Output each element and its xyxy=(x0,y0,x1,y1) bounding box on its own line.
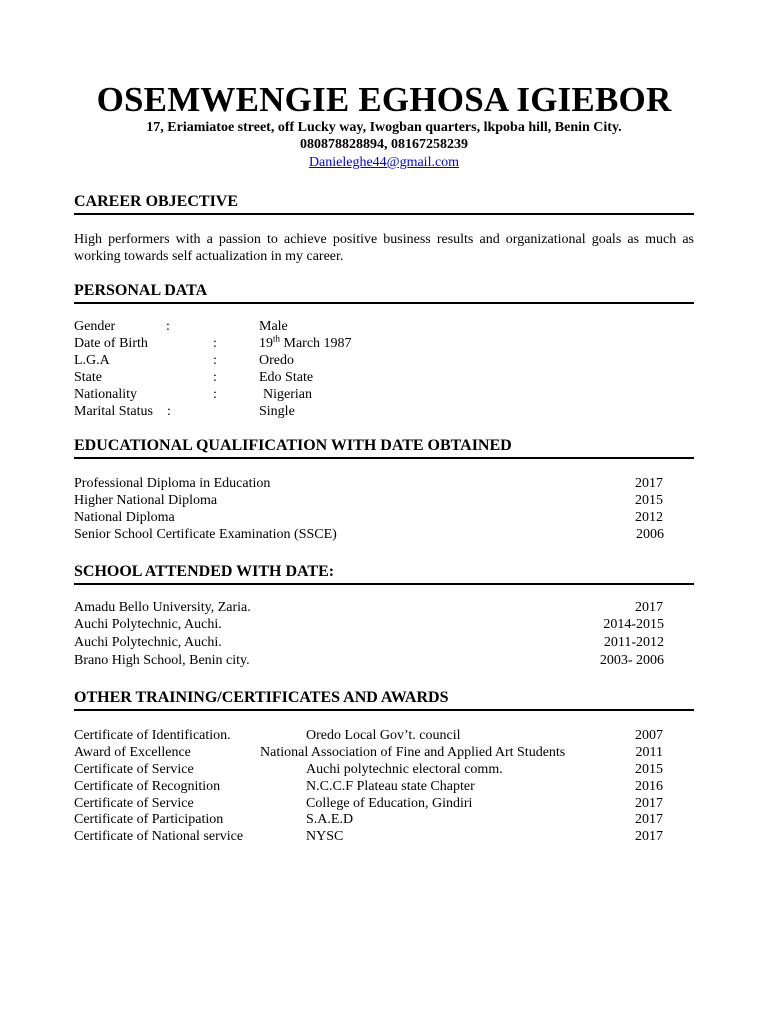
school-name: Auchi Polytechnic, Auchi. xyxy=(74,617,222,632)
training-row xyxy=(74,811,694,828)
personal-row xyxy=(74,335,694,352)
qualification-year: 2012 xyxy=(635,510,663,525)
school-years: 2017 xyxy=(635,600,663,615)
school-row xyxy=(74,634,694,651)
dob-rest: March 1987 xyxy=(280,336,352,351)
personal-row xyxy=(74,369,694,386)
personal-label: L.G.A xyxy=(74,353,110,368)
certificate-name: Certificate of Service xyxy=(74,762,194,777)
qualification-name: Senior School Certificate Examination (SSCE) xyxy=(74,527,337,542)
training-row xyxy=(74,795,694,812)
personal-row xyxy=(74,318,694,335)
certificate-issuer: NYSC xyxy=(306,829,344,844)
personal-row xyxy=(74,386,694,403)
certificate-name: Certificate of National service xyxy=(74,829,244,844)
certificate-year: 2015 xyxy=(635,762,663,777)
certificate-issuer: National Association of Fine and Applied Art Students xyxy=(260,745,566,760)
certificate-issuer: Oredo Local Gov’t. council xyxy=(306,728,461,743)
personal-value: Single xyxy=(259,404,295,419)
certificate-issuer: N.C.C.F Plateau state Chapter xyxy=(306,779,475,794)
education-row xyxy=(74,526,694,543)
certificate-name: Certificate of Identification. xyxy=(74,728,231,743)
training-row xyxy=(74,727,694,744)
qualification-year: 2017 xyxy=(635,476,663,491)
school-years: 2011-2012 xyxy=(603,635,664,650)
personal-value: Oredo xyxy=(259,353,294,368)
dob-suffix: th xyxy=(273,333,281,344)
qualification-year: 2006 xyxy=(636,527,664,542)
education-row xyxy=(74,509,694,526)
training-row xyxy=(74,778,694,795)
education-heading: EDUCATIONAL QUALIFICATION WITH DATE OBTAINED xyxy=(74,436,694,459)
personal-data-heading: PERSONAL DATA xyxy=(74,281,694,304)
certificate-name: Certificate of Recognition xyxy=(74,779,221,794)
phone-numbers: 080878828894, 08167258239 xyxy=(300,137,468,152)
qualification-name: Higher National Diploma xyxy=(74,493,218,508)
address-line: 17, Eriamiatoe street, off Lucky way, Iwogban quarters, lkpoba hill, Benin City. xyxy=(146,120,622,135)
email-link[interactable]: Danieleghe44@gmail.com xyxy=(308,155,460,170)
personal-row xyxy=(74,352,694,369)
dob-day: 19 xyxy=(259,336,273,351)
certificate-year: 2017 xyxy=(635,829,663,844)
training-row xyxy=(74,828,694,845)
personal-label: Date of Birth xyxy=(74,336,148,351)
email-line xyxy=(0,154,768,171)
personal-value: Nigerian xyxy=(263,387,312,402)
school-row xyxy=(74,599,694,616)
personal-colon: : xyxy=(166,319,170,334)
training-row xyxy=(74,761,694,778)
certificate-issuer: College of Education, Gindiri xyxy=(306,796,473,811)
training-row xyxy=(74,744,694,761)
personal-colon: : xyxy=(167,404,171,419)
school-years: 2003- 2006 xyxy=(599,653,664,668)
personal-colon: : xyxy=(213,336,217,351)
school-name: Amadu Bello University, Zaria. xyxy=(74,600,251,615)
certificate-name: Award of Excellence xyxy=(74,745,191,760)
school-name: Auchi Polytechnic, Auchi. xyxy=(74,635,222,650)
education-row xyxy=(74,475,694,492)
certificate-name: Certificate of Participation xyxy=(74,812,224,827)
personal-colon: : xyxy=(213,370,217,385)
personal-label: State xyxy=(74,370,102,385)
personal-label: Marital Status xyxy=(74,404,153,419)
certificate-year: 2011 xyxy=(635,745,663,760)
school-years: 2014-2015 xyxy=(603,617,664,632)
training-heading: OTHER TRAINING/CERTIFICATES AND AWARDS xyxy=(74,688,694,711)
certificate-year: 2017 xyxy=(635,812,663,827)
certificate-name: Certificate of Service xyxy=(74,796,194,811)
personal-colon: : xyxy=(213,353,217,368)
certificate-issuer: S.A.E.D xyxy=(306,812,354,827)
personal-value: Male xyxy=(259,319,288,334)
personal-label: Gender xyxy=(74,319,116,334)
career-objective-text: High performers with a passion to achieve positive business results and organizational goals as much as working towards self actualization in my career. xyxy=(74,232,694,264)
qualification-year: 2015 xyxy=(635,493,663,508)
personal-colon: : xyxy=(213,387,217,402)
personal-value xyxy=(259,335,352,352)
certificate-year: 2016 xyxy=(635,779,663,794)
schools-heading: SCHOOL ATTENDED WITH DATE: xyxy=(74,562,694,585)
certificate-year: 2007 xyxy=(635,728,663,743)
personal-row xyxy=(74,403,694,420)
qualification-name: National Diploma xyxy=(74,510,175,525)
candidate-name: OSEMWENGIE EGHOSA IGIEBOR xyxy=(96,80,672,119)
personal-value: Edo State xyxy=(259,370,314,385)
personal-label: Nationality xyxy=(74,387,137,402)
certificate-issuer: Auchi polytechnic electoral comm. xyxy=(306,762,503,777)
school-row xyxy=(74,616,694,633)
education-row xyxy=(74,492,694,509)
school-row xyxy=(74,652,694,669)
certificate-year: 2017 xyxy=(635,796,663,811)
qualification-name: Professional Diploma in Education xyxy=(74,476,271,491)
school-name: Brano High School, Benin city. xyxy=(74,653,250,668)
career-objective-heading: CAREER OBJECTIVE xyxy=(74,192,694,215)
